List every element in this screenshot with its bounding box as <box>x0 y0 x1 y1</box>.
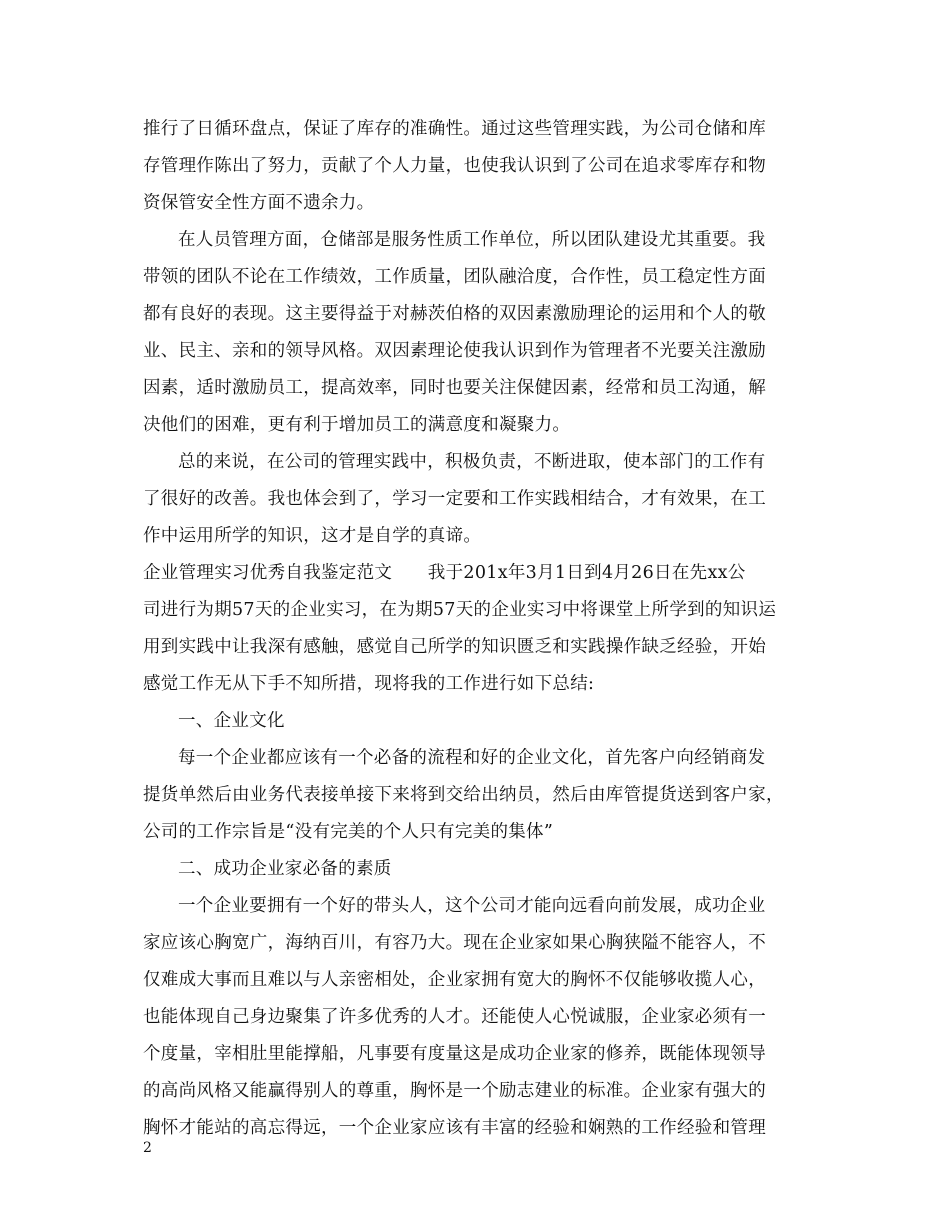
text-line: 一个企业要拥有一个好的带头人，这个公司才能向远看向前发展，成功企业 <box>178 896 766 916</box>
text-line: 决他们的困难，更有利于增加员工的满意度和凝聚力。 <box>143 415 571 435</box>
section-heading: 二、成功企业家必备的素质 <box>178 859 392 879</box>
text-line: 业、民主、亲和的领导风格。双因素理论使我认识到作为管理者不光要关注激励 <box>143 341 766 361</box>
text-line: 胸怀才能站的高忘得远，一个企业家应该有丰富的经验和娴熟的工作经验和管理 <box>143 1118 766 1138</box>
text-line: 资保管安全性方面不遗余力。 <box>143 193 375 213</box>
text-line: 在人员管理方面，仓储部是服务性质工作单位，所以团队建设尤其重要。我 <box>178 230 766 250</box>
text-line: 用到实践中让我深有感触，感觉自己所学的知识匮乏和实践操作缺乏经验，开始 <box>143 637 766 657</box>
text-line: 因素，适时激励员工，提高效率，同时也要关注保健因素，经常和员工沟通，解 <box>143 378 766 398</box>
text-line: 提货单然后由业务代表接单接下来将到交给出纳员，然后由库管提货送到客户家， <box>143 785 784 805</box>
text-line: 总的来说，在公司的管理实践中，积极负责，不断进取，使本部门的工作有 <box>178 452 766 472</box>
text-line: 个度量，宰相肚里能撑船，凡事要有度量这是成功企业家的修养，既能体现领导 <box>143 1044 766 1064</box>
text-line: 了很好的改善。我也体会到了，学习一定要和工作实践相结合，才有效果，在工 <box>143 489 766 509</box>
text-line: 也能体现自己身边聚集了许多优秀的人才。还能使人心悦诚服，企业家必须有一 <box>143 1007 766 1027</box>
text-line: 作中运用所学的知识，这才是自学的真谛。 <box>143 526 482 546</box>
text-line: 的高尚风格又能赢得别人的尊重，胸怀是一个励志建业的标准。企业家有强大的 <box>143 1081 766 1101</box>
text-line: 存管理作陈出了努力，贡献了个人力量，也使我认识到了公司在追求零库存和物 <box>143 156 766 176</box>
text-line: 仅难成大事而且难以与人亲密相处，企业家拥有宽大的胸怀不仅能够收揽人心， <box>143 970 766 990</box>
text-line: 司进行为期57天的企业实习，在为期57天的企业实习中将课堂上所学到的知识运 <box>143 600 777 620</box>
text-line: 家应该心胸宽广，海纳百川，有容乃大。现在企业家如果心胸狭隘不能容人，不 <box>143 933 766 953</box>
text-line: 带领的团队不论在工作绩效，工作质量，团队融洽度，合作性，员工稳定性方面 <box>143 267 766 287</box>
text-line: 每一个企业都应该有一个必备的流程和好的企业文化，首先客户向经销商发 <box>178 748 766 768</box>
text-line: 感觉工作无从下手不知所措，现将我的工作进行如下总结: <box>143 674 595 694</box>
text-line: 企业管理实习优秀自我鉴定范文 我于201x年3月1日到4月26日在先xx公 <box>143 563 746 583</box>
text-line: 公司的工作宗旨是“没有完美的个人只有完美的集体” <box>143 822 554 842</box>
text-line: 推行了日循环盘点，保证了库存的准确性。通过这些管理实践，为公司仓储和库 <box>143 119 766 139</box>
text-line: 都有良好的表现。这主要得益于对赫茨伯格的双因素激励理论的运用和个人的敬 <box>143 304 766 324</box>
section-heading: 一、企业文化 <box>178 711 285 731</box>
page-number: 2 <box>143 1140 152 1156</box>
